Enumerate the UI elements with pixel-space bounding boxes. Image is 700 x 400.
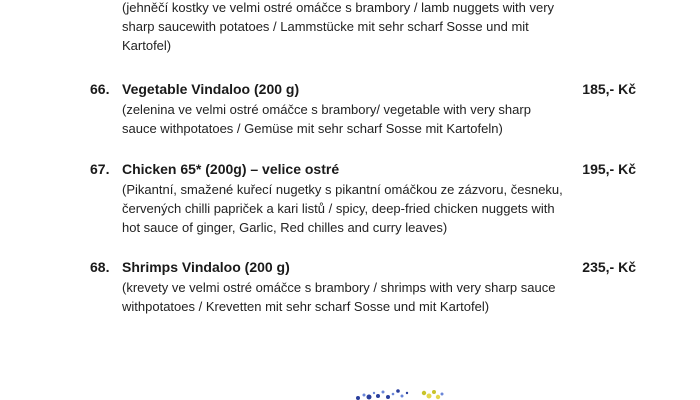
item-number: 66. (90, 81, 110, 97)
item-number: 68. (90, 259, 110, 275)
logo-dot (367, 395, 372, 400)
logo-dot (356, 396, 360, 400)
logo-dot (441, 393, 444, 396)
item-number: 67. (90, 161, 110, 177)
logo-dot (401, 395, 404, 398)
decorative-logo-icon (350, 384, 460, 400)
logo-dot (386, 395, 390, 399)
logo-dot (427, 394, 432, 399)
logo-dot (436, 395, 440, 399)
logo-dot (432, 390, 436, 394)
item-price: 235,- Kč (582, 259, 636, 275)
logo-dot (376, 394, 380, 398)
item-title: Vegetable Vindaloo (200 g) (122, 81, 300, 97)
logo-dot (373, 392, 375, 394)
item-description: (krevety ve velmi ostré omáčce s brambory / shrimps with very sharp sauce withpotatoes / Krevetten mit sehr scharf Sosse und mit Kartofel) (122, 280, 556, 314)
item-title: Chicken 65* (200g) – velice ostré (122, 161, 340, 177)
logo-dot (396, 389, 400, 393)
item-price: 195,- Kč (582, 161, 636, 177)
item-description: (zelenina ve velmi ostré omáčce s brambory/ vegetable with very sharp sauce withpotatoes / Gemüse mit sehr scharf Sosse mit Kartofeln) (122, 102, 531, 136)
carryover-description: (jehněčí kostky ve velmi ostré omáčce s brambory / lamb nuggets with very sharp saucewith potatoes / Lammstücke mit sehr scharf Sosse und mit Kartofel) (122, 0, 555, 53)
item-description: (Pikantní, smažené kuřecí nugetky s pikantní omáčkou ze zázvoru, česneku, červených chilli papriček a kari listů / spicy, deep-fried chicken nuggets with hot sauce of ginger, Garlic, Red chilles and curry leaves) (122, 182, 563, 235)
logo-dot (422, 391, 426, 395)
logo-dot (406, 392, 408, 394)
logo-dot (392, 393, 395, 396)
item-title: Shrimps Vindaloo (200 g) (122, 259, 290, 275)
logo-dot (363, 394, 366, 397)
item-price: 185,- Kč (582, 81, 636, 97)
logo-dot (382, 391, 385, 394)
